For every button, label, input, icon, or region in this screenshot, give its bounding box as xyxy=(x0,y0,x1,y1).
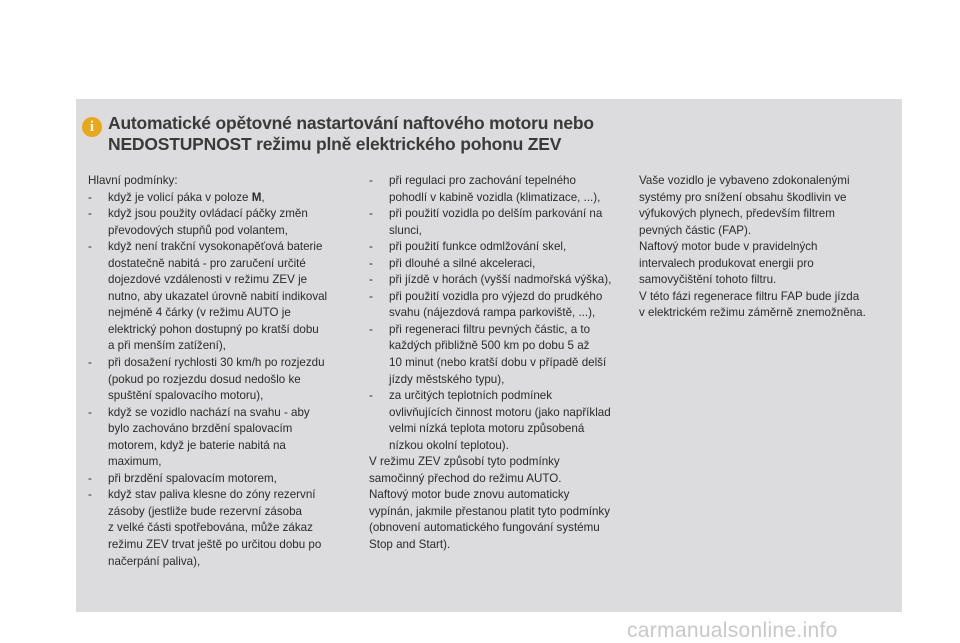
list-item-line: převodových stupňů pod volantem, xyxy=(108,223,288,237)
title-line-1: Automatické opětovné nastartování naftového motoru nebo xyxy=(108,113,594,133)
regeneration-paragraph xyxy=(639,239,894,289)
list-item xyxy=(369,256,631,273)
list-item xyxy=(88,355,358,405)
list-item-line: zásoby (jestliže bude rezervní zásoba xyxy=(108,504,302,518)
paragraph-line: samočinný přechod do režimu AUTO. xyxy=(369,471,562,485)
watermark-logo: carmanualsonline.info xyxy=(627,619,838,642)
list-item-line: - při použití vozidla po delším parkování na xyxy=(389,207,603,221)
column-middle xyxy=(369,173,631,554)
list-item-line: pohodlí v kabině vozidla (klimatizace, ...), xyxy=(389,190,601,204)
list-item-text: , xyxy=(261,190,265,204)
list-item-line: nutno, aby ukazatel úrovně nabití indikoval xyxy=(108,289,328,303)
column-right xyxy=(639,173,894,322)
paragraph-line: v elektrickém režimu záměrně znemožněna. xyxy=(639,306,866,320)
list-item-line: - při dlouhé a silné akceleraci, xyxy=(389,256,536,270)
emissions-paragraph xyxy=(639,173,894,239)
page-title xyxy=(108,113,708,155)
paragraph-line: Vaše vozidlo je vybaveno zdokonalenými xyxy=(639,174,850,187)
list-item-line: načerpání paliva), xyxy=(108,554,201,568)
list-item-line: dojezdové vzdálenosti v režimu ZEV je xyxy=(108,273,308,287)
list-item xyxy=(369,173,631,206)
paragraph-line: výfukových plynech, především filtrem xyxy=(639,207,835,221)
list-item-line: režimu ZEV trvat ještě po určitou dobu po xyxy=(108,538,322,552)
paragraph-line: systémy pro snížení obsahu škodlivin ve xyxy=(639,190,847,204)
list-item-line: každých přibližně 500 km po dobu 5 až xyxy=(389,339,590,353)
list-item xyxy=(88,239,358,355)
list-item-line: slunci, xyxy=(389,223,422,237)
list-item xyxy=(369,289,631,322)
list-item xyxy=(88,471,358,488)
list-item-line: (pokud po rozjezdu dosud nedošlo ke xyxy=(108,372,301,386)
column-left xyxy=(88,173,358,570)
list-item xyxy=(88,487,358,570)
list-item xyxy=(88,206,358,239)
list-item-line: nejméně 4 čárky (v režimu AUTO je xyxy=(108,306,291,320)
info-icon: i xyxy=(82,117,102,137)
list-item-line: motorem, když je baterie nabitá na xyxy=(108,438,286,452)
list-item-line: bylo zachováno brzdění spalovacím xyxy=(108,422,293,436)
list-item-line: - při dosažení rychlosti 30 km/h po rozjezdu xyxy=(108,356,325,370)
paragraph-line: V režimu ZEV způsobí tyto podmínky xyxy=(369,455,560,469)
fap-paragraph xyxy=(639,289,894,322)
list-item xyxy=(369,322,631,388)
list-item-line: - když stav paliva klesne do zóny rezervní xyxy=(108,488,316,502)
paragraph-line: Naftový motor bude v pravidelných xyxy=(639,240,818,254)
list-item-line: spuštění spalovacího motoru), xyxy=(108,389,264,403)
list-item-line: 10 minut (nebo kratší dobu v případě delší xyxy=(389,356,607,370)
conditions-list-2 xyxy=(369,173,631,454)
list-item xyxy=(369,388,631,454)
list-item xyxy=(88,190,358,207)
paragraph-line: Naftový motor bude znovu automaticky xyxy=(369,488,570,502)
list-item-line: a při menším zatížení), xyxy=(108,339,226,353)
list-item-line: - při jízdě v horách (vyšší nadmořská výška), xyxy=(389,273,612,287)
list-item-line: elektrický pohon dostupný po kratší dobu xyxy=(108,322,319,336)
list-item-line: - za určitých teplotních podmínek xyxy=(389,389,553,403)
list-item xyxy=(369,239,631,256)
list-item-line: - když se vozidlo nachází na svahu - aby xyxy=(108,405,310,419)
gear-position-label: M xyxy=(251,190,262,204)
list-item-line: - při použití funkce odmlžování skel, xyxy=(389,240,567,254)
list-item-line: z velké části spotřebována, může zákaz xyxy=(108,521,313,535)
list-item-line: jízdy městského typu), xyxy=(389,372,505,386)
paragraph-line: V této fázi regenerace filtru FAP bude jízda xyxy=(639,289,860,303)
list-item xyxy=(88,405,358,471)
list-item-line: - při regeneraci filtru pevných částic, a to xyxy=(389,322,591,336)
list-item-text: když je volicí páka v poloze xyxy=(108,190,252,204)
list-item-line: - když jsou použity ovládací páčky změn xyxy=(108,207,308,221)
paragraph-line: intervalech produkovat energii pro xyxy=(639,256,814,270)
paragraph-line: samovyčištění tohoto filtru. xyxy=(639,273,777,287)
list-item-line: dostatečně nabitá - pro zaručení určité xyxy=(108,256,306,270)
list-item-line: svahu (nájezdová rampa parkoviště, ...), xyxy=(389,306,596,320)
paragraph-line: Stop and Start). xyxy=(369,538,451,552)
conditions-list-1 xyxy=(88,190,358,571)
list-item-line: maximum, xyxy=(108,455,162,469)
paragraph-line: vypínán, jakmile přestanou platit tyto podmínky xyxy=(369,504,611,518)
list-item xyxy=(369,206,631,239)
title-line-2: NEDOSTUPNOST režimu plně elektrického pohonu ZEV xyxy=(108,134,562,154)
list-item-line: nízkou okolní teplotou). xyxy=(389,438,509,452)
paragraph-line: pevných částic (FAP). xyxy=(639,223,752,237)
list-item-line: - při regulaci pro zachování tepelného xyxy=(389,174,576,187)
list-item-line: velmi nízká teplota motoru způsobená xyxy=(389,422,585,436)
list-item-line: - když není trakční vysokonapěťová baterie xyxy=(108,240,323,254)
list-item-line: - při použití vozidla pro výjezd do prudkého xyxy=(389,289,603,303)
list-item-line: - při brzdění spalovacím motorem, xyxy=(108,471,277,485)
restart-paragraph xyxy=(369,487,631,553)
list-item xyxy=(369,272,631,289)
paragraph-line: (obnovení automatického fungování systému xyxy=(369,521,600,535)
zev-auto-paragraph xyxy=(369,454,631,487)
conditions-intro: Hlavní podmínky: xyxy=(88,174,178,187)
list-item-line: ovlivňujících činnost motoru (jako například xyxy=(389,405,611,419)
